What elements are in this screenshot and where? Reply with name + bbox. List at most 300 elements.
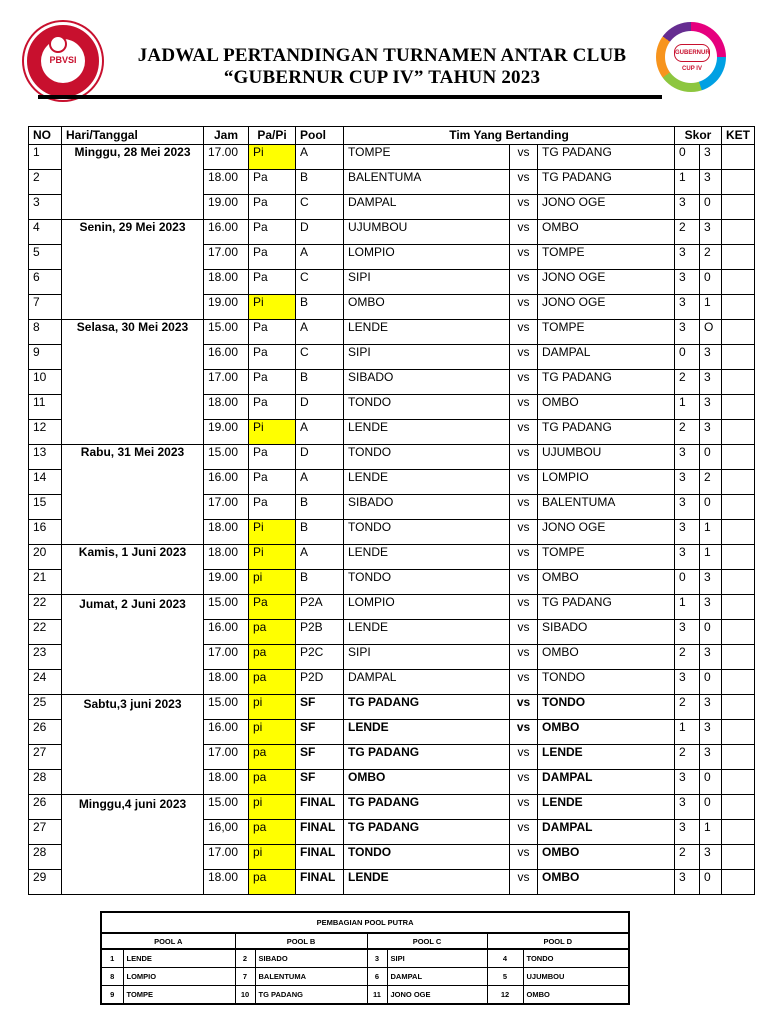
gender-category: pa [249, 820, 296, 845]
pool-team-name: JONO OGE [387, 986, 487, 1005]
team-away: OMBO [538, 845, 675, 870]
team-away: JONO OGE [538, 195, 675, 220]
gubernur-cup-logo [656, 22, 726, 92]
versus-label: vs [510, 670, 538, 695]
match-time: 15.00 [204, 695, 249, 720]
score-away: 3 [700, 745, 722, 770]
row-number: 27 [29, 745, 62, 770]
match-time: 19.00 [204, 570, 249, 595]
versus-label: vs [510, 645, 538, 670]
gender-category: Pi [249, 420, 296, 445]
pool-code: C [296, 195, 344, 220]
pool-code: FINAL [296, 870, 344, 895]
table-row [29, 145, 755, 170]
score-away: 0 [700, 870, 722, 895]
document-header [0, 0, 768, 112]
team-away: DAMPAL [538, 345, 675, 370]
team-home: DAMPAL [344, 195, 510, 220]
pool-code: B [296, 370, 344, 395]
pool-code: D [296, 220, 344, 245]
pool-code: SF [296, 745, 344, 770]
match-day: Kamis, 1 Juni 2023 [62, 545, 204, 595]
team-away: TOMPE [538, 320, 675, 345]
note-cell [722, 820, 755, 845]
versus-label: vs [510, 720, 538, 745]
team-home: UJUMBOU [344, 220, 510, 245]
score-home: 2 [675, 745, 700, 770]
note-cell [722, 495, 755, 520]
gender-category: Pa [249, 395, 296, 420]
pool-a-header: POOL A [101, 933, 235, 949]
gubernur-cup-logo-text: GUBERNUR CUP IV [674, 44, 710, 62]
versus-label: vs [510, 445, 538, 470]
pool-team-number: 11 [367, 986, 387, 1005]
note-cell [722, 870, 755, 895]
score-away: 2 [700, 245, 722, 270]
versus-label: vs [510, 545, 538, 570]
versus-label: vs [510, 770, 538, 795]
pool-code: B [296, 570, 344, 595]
row-number: 6 [29, 270, 62, 295]
pool-code: A [296, 145, 344, 170]
team-home: SIBADO [344, 370, 510, 395]
pool-code: B [296, 495, 344, 520]
score-away: 3 [700, 845, 722, 870]
row-number: 28 [29, 845, 62, 870]
match-time: 17.00 [204, 645, 249, 670]
note-cell [722, 245, 755, 270]
note-cell [722, 670, 755, 695]
note-cell [722, 695, 755, 720]
score-away: 3 [700, 345, 722, 370]
pool-code: A [296, 470, 344, 495]
score-away: 1 [700, 820, 722, 845]
gender-category: pi [249, 570, 296, 595]
pool-team-name: TOMPE [123, 986, 235, 1005]
score-home: 3 [675, 470, 700, 495]
pool-team-name: BALENTUMA [255, 968, 367, 986]
match-time: 19.00 [204, 195, 249, 220]
versus-label: vs [510, 870, 538, 895]
team-home: OMBO [344, 770, 510, 795]
pool-code: FINAL [296, 795, 344, 820]
gender-category: Pa [249, 220, 296, 245]
pool-code: FINAL [296, 845, 344, 870]
header-divider [38, 95, 662, 99]
pool-team-number: 8 [101, 968, 123, 986]
match-schedule-table [28, 126, 755, 895]
pool-table-caption: PEMBAGIAN POOL PUTRA [101, 912, 629, 933]
match-day: Minggu,4 juni 2023 [62, 795, 204, 895]
team-home: TG PADANG [344, 695, 510, 720]
versus-label: vs [510, 395, 538, 420]
versus-label: vs [510, 420, 538, 445]
match-time: 19.00 [204, 420, 249, 445]
score-away: 3 [700, 420, 722, 445]
pool-team-number: 4 [487, 949, 523, 968]
score-away: 2 [700, 470, 722, 495]
score-home: 2 [675, 845, 700, 870]
gender-category: pi [249, 720, 296, 745]
versus-label: vs [510, 145, 538, 170]
score-away: 0 [700, 620, 722, 645]
pool-team-name: OMBO [523, 986, 629, 1005]
pool-team-number: 5 [487, 968, 523, 986]
gender-category: pi [249, 795, 296, 820]
note-cell [722, 620, 755, 645]
match-time: 17.00 [204, 745, 249, 770]
gender-category: Pa [249, 345, 296, 370]
header-time: Jam [204, 127, 249, 145]
match-time: 16.00 [204, 470, 249, 495]
gender-category: Pa [249, 370, 296, 395]
pool-code: A [296, 545, 344, 570]
team-home: DAMPAL [344, 670, 510, 695]
score-away: 3 [700, 720, 722, 745]
note-cell [722, 170, 755, 195]
match-time: 16,00 [204, 820, 249, 845]
match-time: 18.00 [204, 270, 249, 295]
pool-code: SF [296, 720, 344, 745]
note-cell [722, 720, 755, 745]
pool-team-number: 2 [235, 949, 255, 968]
team-away: TONDO [538, 695, 675, 720]
score-away: 0 [700, 270, 722, 295]
row-number: 10 [29, 370, 62, 395]
match-time: 18.00 [204, 170, 249, 195]
match-time: 16.00 [204, 720, 249, 745]
score-away: 0 [700, 195, 722, 220]
pool-team-name: SIBADO [255, 949, 367, 968]
gender-category: Pa [249, 195, 296, 220]
score-home: 3 [675, 620, 700, 645]
versus-label: vs [510, 370, 538, 395]
pool-team-name: UJUMBOU [523, 968, 629, 986]
score-home: 2 [675, 420, 700, 445]
versus-label: vs [510, 470, 538, 495]
pool-code: B [296, 170, 344, 195]
header-match: Tim Yang Bertanding [344, 127, 675, 145]
row-number: 3 [29, 195, 62, 220]
gender-category: Pa [249, 595, 296, 620]
score-home: 3 [675, 820, 700, 845]
header-pool: Pool [296, 127, 344, 145]
row-number: 2 [29, 170, 62, 195]
gender-category: Pa [249, 270, 296, 295]
match-time: 16.00 [204, 220, 249, 245]
pool-code: P2A [296, 595, 344, 620]
row-number: 26 [29, 795, 62, 820]
note-cell [722, 770, 755, 795]
match-time: 15.00 [204, 320, 249, 345]
note-cell [722, 220, 755, 245]
pool-code: B [296, 295, 344, 320]
note-cell [722, 370, 755, 395]
row-number: 23 [29, 645, 62, 670]
team-away: BALENTUMA [538, 495, 675, 520]
gender-category: pi [249, 845, 296, 870]
score-away: 3 [700, 695, 722, 720]
score-home: 1 [675, 170, 700, 195]
team-away: UJUMBOU [538, 445, 675, 470]
score-away: 1 [700, 545, 722, 570]
score-away: 3 [700, 645, 722, 670]
match-time: 16.00 [204, 620, 249, 645]
gender-category: Pa [249, 245, 296, 270]
pool-team-number: 10 [235, 986, 255, 1005]
pool-team-name: TG PADANG [255, 986, 367, 1005]
note-cell [722, 445, 755, 470]
versus-label: vs [510, 745, 538, 770]
pool-team-number: 12 [487, 986, 523, 1005]
score-home: 2 [675, 645, 700, 670]
versus-label: vs [510, 195, 538, 220]
pbvsi-logo [24, 22, 102, 100]
pool-code: C [296, 345, 344, 370]
row-number: 13 [29, 445, 62, 470]
gender-category: Pa [249, 495, 296, 520]
score-away: 3 [700, 570, 722, 595]
versus-label: vs [510, 495, 538, 520]
match-time: 19.00 [204, 295, 249, 320]
versus-label: vs [510, 220, 538, 245]
note-cell [722, 270, 755, 295]
team-away: OMBO [538, 395, 675, 420]
pool-code: A [296, 420, 344, 445]
team-away: OMBO [538, 720, 675, 745]
match-time: 18.00 [204, 395, 249, 420]
team-home: TG PADANG [344, 745, 510, 770]
score-home: 1 [675, 395, 700, 420]
team-home: TONDO [344, 570, 510, 595]
table-row [29, 545, 755, 570]
team-home: LENDE [344, 620, 510, 645]
row-number: 25 [29, 695, 62, 720]
team-home: TG PADANG [344, 820, 510, 845]
row-number: 7 [29, 295, 62, 320]
team-home: LENDE [344, 420, 510, 445]
team-away: OMBO [538, 220, 675, 245]
team-away: JONO OGE [538, 520, 675, 545]
pool-code: SF [296, 695, 344, 720]
pool-team-name: DAMPAL [387, 968, 487, 986]
row-number: 12 [29, 420, 62, 445]
versus-label: vs [510, 595, 538, 620]
gender-category: Pi [249, 520, 296, 545]
versus-label: vs [510, 295, 538, 320]
page-title-line2: “GUBERNUR CUP IV” TAHUN 2023 [223, 67, 541, 88]
note-cell [722, 845, 755, 870]
score-away: 0 [700, 445, 722, 470]
table-row [29, 445, 755, 470]
team-away: TOMPE [538, 545, 675, 570]
score-away: 3 [700, 170, 722, 195]
pbvsi-logo-text: PBVSI [49, 55, 77, 65]
pool-row [101, 968, 629, 986]
pool-team-number: 9 [101, 986, 123, 1005]
score-home: 3 [675, 545, 700, 570]
row-number: 20 [29, 545, 62, 570]
row-number: 24 [29, 670, 62, 695]
note-cell [722, 320, 755, 345]
note-cell [722, 595, 755, 620]
match-day: Selasa, 30 Mei 2023 [62, 320, 204, 445]
match-time: 15.00 [204, 445, 249, 470]
score-away: 3 [700, 220, 722, 245]
score-home: 0 [675, 570, 700, 595]
team-away: TONDO [538, 670, 675, 695]
volleyball-icon [49, 35, 67, 53]
match-time: 15.00 [204, 595, 249, 620]
versus-label: vs [510, 320, 538, 345]
gender-category: Pa [249, 170, 296, 195]
gender-category: Pa [249, 445, 296, 470]
score-home: 3 [675, 795, 700, 820]
pool-code: SF [296, 770, 344, 795]
pool-b-header: POOL B [235, 933, 367, 949]
team-home: LENDE [344, 545, 510, 570]
header-no: NO [29, 127, 62, 145]
versus-label: vs [510, 245, 538, 270]
match-time: 17.00 [204, 145, 249, 170]
header-note: KET [722, 127, 755, 145]
row-number: 9 [29, 345, 62, 370]
team-away: TG PADANG [538, 595, 675, 620]
score-home: 0 [675, 345, 700, 370]
pool-code: P2C [296, 645, 344, 670]
pool-code: C [296, 270, 344, 295]
note-cell [722, 545, 755, 570]
match-time: 15.00 [204, 795, 249, 820]
score-home: 1 [675, 720, 700, 745]
pool-team-name: LENDE [123, 949, 235, 968]
team-home: OMBO [344, 295, 510, 320]
table-row [29, 795, 755, 820]
row-number: 28 [29, 770, 62, 795]
team-home: LENDE [344, 870, 510, 895]
score-home: 2 [675, 220, 700, 245]
match-time: 17.00 [204, 245, 249, 270]
note-cell [722, 520, 755, 545]
pool-team-name: LOMPIO [123, 968, 235, 986]
gender-category: pa [249, 670, 296, 695]
team-away: TG PADANG [538, 420, 675, 445]
note-cell [722, 395, 755, 420]
pool-team-number: 7 [235, 968, 255, 986]
pool-code: P2B [296, 620, 344, 645]
match-day: Jumat, 2 Juni 2023 [62, 595, 204, 695]
team-home: LOMPIO [344, 595, 510, 620]
team-away: JONO OGE [538, 295, 675, 320]
gender-category: pa [249, 645, 296, 670]
table-row [29, 320, 755, 345]
row-number: 27 [29, 820, 62, 845]
match-time: 18.00 [204, 520, 249, 545]
match-time: 18.00 [204, 870, 249, 895]
pool-code: A [296, 320, 344, 345]
note-cell [722, 420, 755, 445]
header-day: Hari/Tanggal [62, 127, 204, 145]
note-cell [722, 745, 755, 770]
team-home: SIBADO [344, 495, 510, 520]
table-row [29, 695, 755, 720]
row-number: 22 [29, 620, 62, 645]
score-away: 3 [700, 145, 722, 170]
team-away: LOMPIO [538, 470, 675, 495]
score-away: 1 [700, 520, 722, 545]
gender-category: Pi [249, 295, 296, 320]
score-away: 3 [700, 395, 722, 420]
note-cell [722, 195, 755, 220]
score-home: 3 [675, 495, 700, 520]
team-home: LOMPIO [344, 245, 510, 270]
note-cell [722, 470, 755, 495]
match-time: 18.00 [204, 545, 249, 570]
versus-label: vs [510, 170, 538, 195]
team-home: LENDE [344, 720, 510, 745]
team-home: SIPI [344, 345, 510, 370]
note-cell [722, 295, 755, 320]
versus-label: vs [510, 820, 538, 845]
header-papi: Pa/Pi [249, 127, 296, 145]
pool-row [101, 949, 629, 968]
row-number: 21 [29, 570, 62, 595]
gender-category: pi [249, 695, 296, 720]
gender-category: Pa [249, 470, 296, 495]
score-home: 3 [675, 320, 700, 345]
score-away: 0 [700, 770, 722, 795]
versus-label: vs [510, 570, 538, 595]
row-number: 14 [29, 470, 62, 495]
score-home: 2 [675, 695, 700, 720]
row-number: 4 [29, 220, 62, 245]
team-home: BALENTUMA [344, 170, 510, 195]
versus-label: vs [510, 520, 538, 545]
gender-category: pa [249, 770, 296, 795]
match-time: 18.00 [204, 670, 249, 695]
header-score: Skor [675, 127, 722, 145]
pool-team-number: 6 [367, 968, 387, 986]
score-home: 1 [675, 595, 700, 620]
team-away: TOMPE [538, 245, 675, 270]
versus-label: vs [510, 795, 538, 820]
match-time: 17.00 [204, 370, 249, 395]
score-away: 1 [700, 295, 722, 320]
pool-code: D [296, 395, 344, 420]
row-number: 26 [29, 720, 62, 745]
page-title-line1: JADWAL PERTANDINGAN TURNAMEN ANTAR CLUB [137, 45, 627, 66]
pool-team-number: 3 [367, 949, 387, 968]
score-home: 3 [675, 245, 700, 270]
score-home: 3 [675, 295, 700, 320]
note-cell [722, 570, 755, 595]
note-cell [722, 645, 755, 670]
team-home: SIPI [344, 270, 510, 295]
score-away: 3 [700, 595, 722, 620]
pool-team-number: 1 [101, 949, 123, 968]
table-row [29, 595, 755, 620]
score-home: 2 [675, 370, 700, 395]
team-home: SIPI [344, 645, 510, 670]
team-home: TG PADANG [344, 795, 510, 820]
match-time: 18.00 [204, 770, 249, 795]
match-time: 17.00 [204, 845, 249, 870]
table-row [29, 220, 755, 245]
pool-team-name: SIPI [387, 949, 487, 968]
score-home: 3 [675, 520, 700, 545]
match-day: Minggu, 28 Mei 2023 [62, 145, 204, 220]
pool-division-table [100, 911, 630, 1005]
